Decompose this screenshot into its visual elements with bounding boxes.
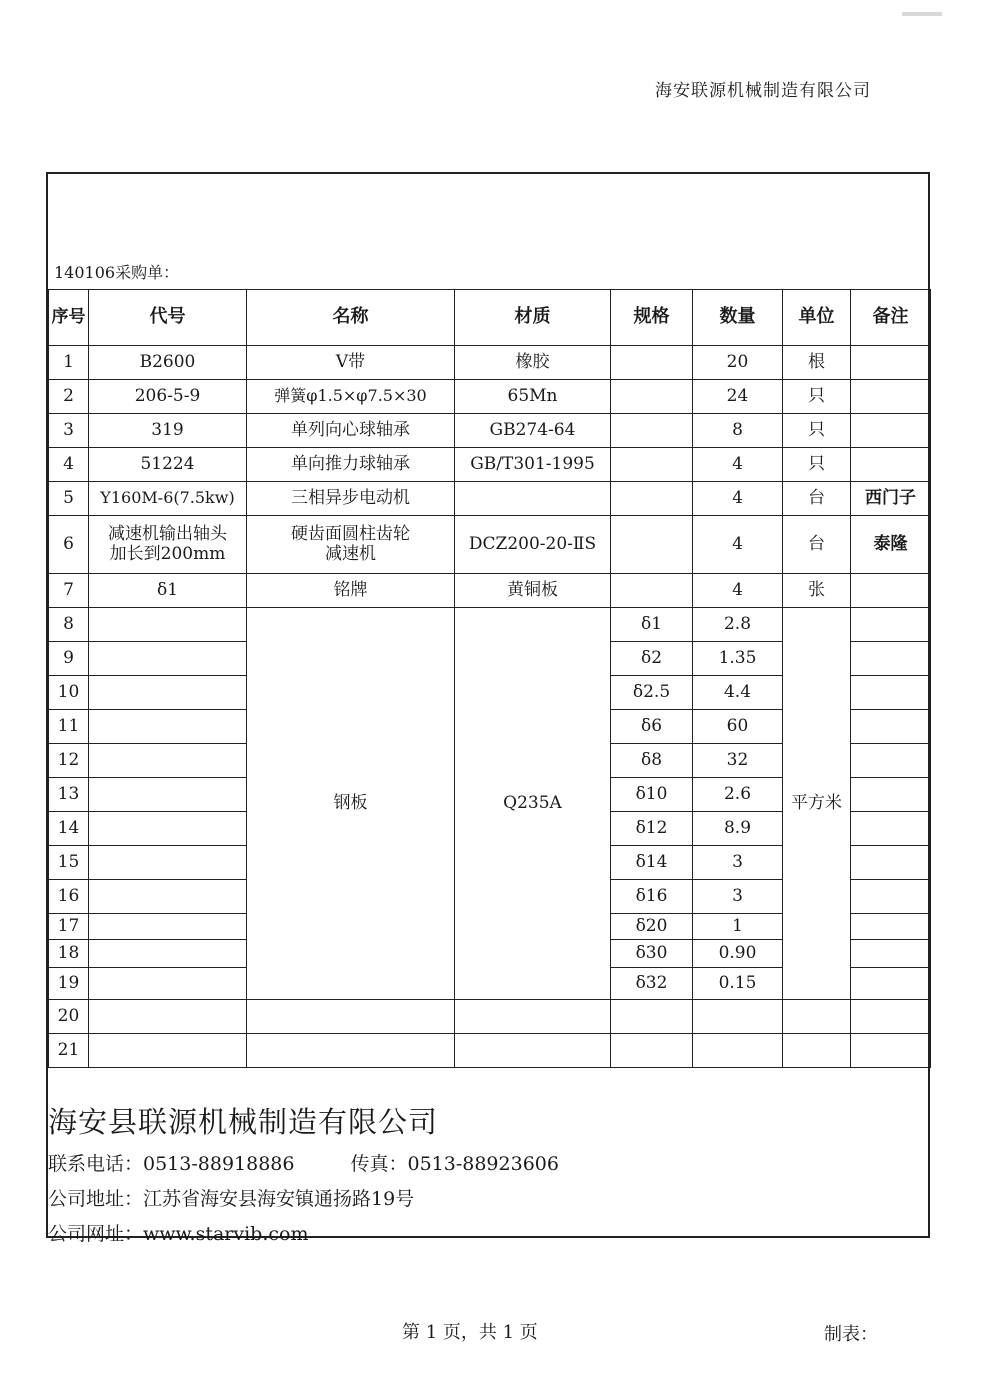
- footer-fax: 传真：0513-88923606: [350, 1153, 559, 1175]
- item-code-line: 加长到200mm: [109, 543, 226, 564]
- row-number: 21: [49, 1034, 89, 1068]
- column-header: 单位: [783, 290, 851, 346]
- item-remark: [851, 414, 931, 448]
- item-quantity: 4: [693, 482, 783, 516]
- table-row: [49, 346, 931, 380]
- table-row: [49, 414, 931, 448]
- item-code: [89, 744, 247, 778]
- item-name: [247, 1000, 455, 1034]
- item-code: B2600: [89, 346, 247, 380]
- column-header: 数量: [693, 290, 783, 346]
- item-name: 三相异步电动机: [247, 482, 455, 516]
- item-spec: δ6: [611, 710, 693, 744]
- column-header: 规格: [611, 290, 693, 346]
- item-unit: 只: [783, 448, 851, 482]
- item-quantity: [693, 1034, 783, 1068]
- table-header-row: [49, 290, 931, 346]
- item-quantity: 3: [693, 846, 783, 880]
- item-quantity: 60: [693, 710, 783, 744]
- header-company-name: 海安联源机械制造有限公司: [655, 81, 871, 101]
- item-spec: [611, 1034, 693, 1068]
- item-quantity: 1: [693, 914, 783, 940]
- item-code: [89, 1034, 247, 1068]
- table-row: [49, 1034, 931, 1068]
- row-number: 19: [49, 968, 89, 1000]
- item-remark: [851, 346, 931, 380]
- item-name: 单列向心球轴承: [247, 414, 455, 448]
- item-remark: [851, 608, 931, 642]
- item-spec: [611, 1000, 693, 1034]
- page-number: 第 1 页，共 1 页: [402, 1322, 538, 1343]
- item-material: GB274-64: [455, 414, 611, 448]
- item-name: [247, 1034, 455, 1068]
- item-quantity: 20: [693, 346, 783, 380]
- row-number: 10: [49, 676, 89, 710]
- item-remark: [851, 778, 931, 812]
- item-code: [89, 516, 247, 574]
- item-code: 206-5-9: [89, 380, 247, 414]
- item-unit: 台: [783, 516, 851, 574]
- item-quantity: 4: [693, 516, 783, 574]
- item-spec: [611, 516, 693, 574]
- item-remark: [851, 1000, 931, 1034]
- column-header: 备注: [851, 290, 931, 346]
- column-header: 材质: [455, 290, 611, 346]
- purchase-order-table: [48, 289, 931, 1068]
- item-quantity: 2.6: [693, 778, 783, 812]
- item-material: [455, 482, 611, 516]
- item-quantity: 32: [693, 744, 783, 778]
- item-remark: [851, 448, 931, 482]
- item-unit: 只: [783, 414, 851, 448]
- item-spec: δ30: [611, 940, 693, 968]
- item-material: [455, 1000, 611, 1034]
- item-code: [89, 914, 247, 940]
- steel-group-name: 钢板: [247, 608, 455, 1000]
- steel-group-unit: 平方米: [783, 608, 851, 1000]
- item-code: [89, 968, 247, 1000]
- scan-artifact: [902, 12, 942, 16]
- item-quantity: 4.4: [693, 676, 783, 710]
- item-remark: [851, 968, 931, 1000]
- footer-phone: 联系电话：0513-88918886: [48, 1153, 295, 1175]
- row-number: 11: [49, 710, 89, 744]
- item-remark: [851, 1034, 931, 1068]
- item-name: 铭牌: [247, 574, 455, 608]
- item-spec: δ14: [611, 846, 693, 880]
- item-name-line: 减速机: [325, 543, 376, 564]
- item-spec: [611, 380, 693, 414]
- item-code: [89, 642, 247, 676]
- item-quantity: 0.90: [693, 940, 783, 968]
- item-remark: 泰隆: [851, 516, 931, 574]
- item-code: [89, 940, 247, 968]
- item-quantity: 3: [693, 880, 783, 914]
- table-row: [49, 448, 931, 482]
- item-quantity: [693, 1000, 783, 1034]
- item-quantity: 4: [693, 448, 783, 482]
- item-material: [455, 1034, 611, 1068]
- item-code: [89, 676, 247, 710]
- footer-contact-block: [48, 1100, 918, 1254]
- item-spec: δ8: [611, 744, 693, 778]
- item-quantity: 0.15: [693, 968, 783, 1000]
- item-spec: δ1: [611, 608, 693, 642]
- item-remark: [851, 940, 931, 968]
- item-unit: [783, 1034, 851, 1068]
- row-number: 13: [49, 778, 89, 812]
- item-name-line: 硬齿面圆柱齿轮: [291, 523, 410, 544]
- item-spec: δ10: [611, 778, 693, 812]
- item-material: 黄铜板: [455, 574, 611, 608]
- item-code: 51224: [89, 448, 247, 482]
- item-code: [89, 778, 247, 812]
- item-spec: δ20: [611, 914, 693, 940]
- row-number: 14: [49, 812, 89, 846]
- item-remark: [851, 642, 931, 676]
- item-spec: δ32: [611, 968, 693, 1000]
- item-quantity: 24: [693, 380, 783, 414]
- row-number: 9: [49, 642, 89, 676]
- item-code: δ1: [89, 574, 247, 608]
- item-remark: [851, 846, 931, 880]
- column-header: 名称: [247, 290, 455, 346]
- item-name: 弹簧φ1.5×φ7.5×30: [247, 380, 455, 414]
- order-title: 140106采购单：: [54, 263, 180, 282]
- item-spec: δ16: [611, 880, 693, 914]
- item-remark: [851, 744, 931, 778]
- item-remark: 西门子: [851, 482, 931, 516]
- row-number: 18: [49, 940, 89, 968]
- item-code: [89, 710, 247, 744]
- maker-label: 制表：: [824, 1324, 878, 1345]
- table-row: [49, 1000, 931, 1034]
- table-row: [49, 516, 931, 574]
- item-remark: [851, 380, 931, 414]
- item-remark: [851, 880, 931, 914]
- item-remark: [851, 710, 931, 744]
- table-row: [49, 574, 931, 608]
- item-unit: [783, 1000, 851, 1034]
- footer-address: 公司地址：江苏省海安县海安镇通扬路19号: [48, 1188, 415, 1210]
- table-row: [49, 482, 931, 516]
- row-number: 8: [49, 608, 89, 642]
- row-number: 12: [49, 744, 89, 778]
- footer-phone-fax-line: [48, 1149, 918, 1176]
- item-remark: [851, 914, 931, 940]
- column-header: 代号: [89, 290, 247, 346]
- footer-company-name: 海安县联源机械制造有限公司: [48, 1105, 439, 1139]
- row-number: 15: [49, 846, 89, 880]
- item-spec: [611, 482, 693, 516]
- item-code-line: 减速机输出轴头: [108, 523, 227, 544]
- item-name: V带: [247, 346, 455, 380]
- item-code: Y160M-6(7.5kw): [89, 482, 247, 516]
- row-number: 20: [49, 1000, 89, 1034]
- item-spec: [611, 448, 693, 482]
- table-row: [49, 380, 931, 414]
- row-number: 7: [49, 574, 89, 608]
- item-spec: [611, 414, 693, 448]
- item-remark: [851, 812, 931, 846]
- row-number: 2: [49, 380, 89, 414]
- item-code: [89, 1000, 247, 1034]
- item-unit: 根: [783, 346, 851, 380]
- item-unit: 只: [783, 380, 851, 414]
- item-quantity: 8.9: [693, 812, 783, 846]
- table-row: [49, 608, 931, 642]
- item-material: 65Mn: [455, 380, 611, 414]
- row-number: 6: [49, 516, 89, 574]
- item-code: [89, 880, 247, 914]
- row-number: 1: [49, 346, 89, 380]
- footer-website: 公司网址：www.starvib.com: [48, 1223, 309, 1245]
- item-spec: δ2: [611, 642, 693, 676]
- item-code: [89, 846, 247, 880]
- item-quantity: 2.8: [693, 608, 783, 642]
- steel-group-material: Q235A: [455, 608, 611, 1000]
- item-unit: 台: [783, 482, 851, 516]
- item-name: [247, 516, 455, 574]
- item-quantity: 4: [693, 574, 783, 608]
- item-code: [89, 812, 247, 846]
- item-spec: δ2.5: [611, 676, 693, 710]
- item-quantity: 8: [693, 414, 783, 448]
- item-code: 319: [89, 414, 247, 448]
- item-code: [89, 608, 247, 642]
- item-name: 单向推力球轴承: [247, 448, 455, 482]
- item-remark: [851, 676, 931, 710]
- item-spec: [611, 574, 693, 608]
- item-unit: 张: [783, 574, 851, 608]
- item-quantity: 1.35: [693, 642, 783, 676]
- item-remark: [851, 574, 931, 608]
- item-material: 橡胶: [455, 346, 611, 380]
- column-header: 序号: [49, 290, 89, 346]
- row-number: 4: [49, 448, 89, 482]
- item-spec: δ12: [611, 812, 693, 846]
- item-spec: [611, 346, 693, 380]
- row-number: 5: [49, 482, 89, 516]
- item-material: DCZ200-20-ⅡS: [455, 516, 611, 574]
- item-material: GB/T301-1995: [455, 448, 611, 482]
- row-number: 17: [49, 914, 89, 940]
- row-number: 3: [49, 414, 89, 448]
- row-number: 16: [49, 880, 89, 914]
